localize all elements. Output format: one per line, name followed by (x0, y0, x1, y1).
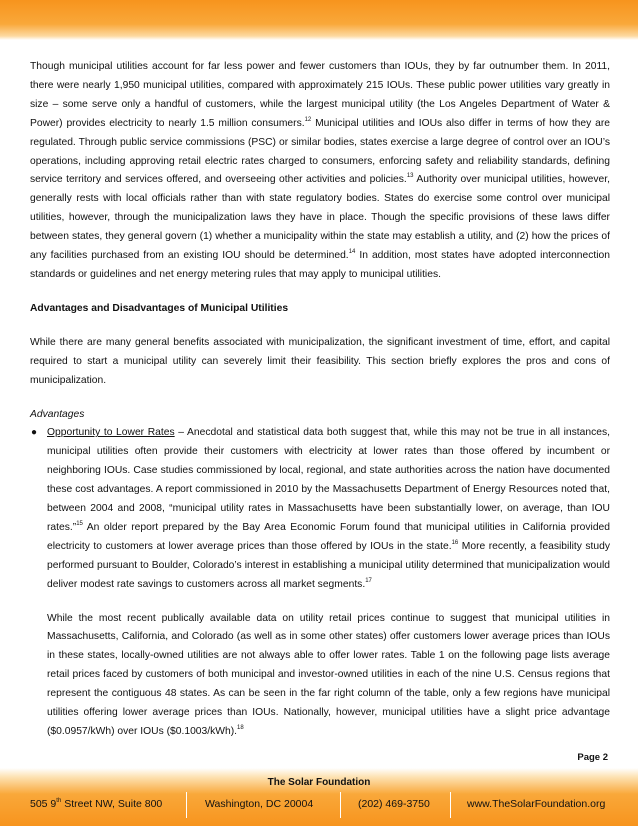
footnote-ref[interactable]: 18 (237, 725, 244, 731)
text-span: – Anecdotal and statistical data both suggest that, while this may not be true in all instances, municipal utilities often provide their customers with electricity at lower rates than those offered by incumbent or neighboring IOUs. Case studies commissioned by local, regional, and state authorities across the nation have documented these cost advantages. A report commissioned in 2010 by the Massachusetts Department of Energy Resources noted that, between 2004 and 2008, “municipal utility rates in Massachusetts have been substantially lower, on average, than IOU rates.” (47, 427, 611, 533)
footnote-ref[interactable]: 12 (304, 116, 312, 123)
footer-phone: (202) 469-3750 (358, 798, 430, 810)
list-item (30, 424, 610, 594)
text-span: More recently, a feasibility study performed pursuant to Boulder, Colorado’s interest in establishing a municipal utility determined that municipalization would deliver modest rate savings to customers across all market segments. (47, 540, 610, 590)
followup-paragraph (47, 610, 610, 742)
footer (0, 768, 638, 826)
footer-website-link[interactable]: www.TheSolarFoundation.org (467, 798, 606, 810)
page-number: Page 2 (577, 752, 608, 763)
footer-divider (340, 792, 341, 818)
text-span: In addition, most states have adopted interconnection standards or guidelines and net energy metering rules that may apply to municipal utilities. (30, 250, 611, 280)
paragraph-municipal-vs-iou (30, 58, 610, 285)
footer-org-name: The Solar Foundation (267, 777, 371, 788)
subheading-advantages: Advantages (30, 408, 85, 420)
footer-address (30, 798, 162, 810)
section-heading: Advantages and Disadvantages of Municipal Utilities (30, 302, 289, 314)
text-span: Street NW, Suite 800 (61, 798, 163, 810)
footer-divider (186, 792, 187, 818)
footnote-ref[interactable]: 17 (365, 577, 372, 584)
footer-city: Washington, DC 20004 (205, 798, 314, 810)
text-span: Municipal utilities and IOUs also differ in terms of how they are regulated. Through public service commissions (PSC) or similar bodies, states exercise a large degree of control over an IOU’s operations, including approving retail electric rates charged to consumers, enforcing safety and reliability standards, defining service territory and services offered, and overseeing other activities and policies. (30, 117, 610, 186)
footer-divider (450, 792, 451, 818)
footnote-ref[interactable]: 15 (76, 520, 83, 527)
intro-paragraph: While there are many general benefits associated with municipalization, the significant investment of time, effort, and capital required to start a municipal utility can severely limit their feasibility. This section briefly explores the pros and cons of municipalization. (30, 336, 610, 386)
footnote-ref[interactable]: 16 (451, 539, 459, 546)
text-span: While the most recent publically available data on utility retail prices continue to suggest that municipal utilities in Massachusetts, California, and Colorado (as well as in some other states) offer customers lower average prices than IOUs in these states, locally-owned utilities are not always able to offer lower rates. Table 1 on the following page lists average retail prices faced by customers of both municipal and investor-owned utilities in each of the nine U.S. Census regions that represent the contiguous 48 states. As can be seen in the far right column of the table, only a few regions have municipal utilities offering lower average prices than IOUs. Nationally, however, municipal utilities have a slight price advantage ($0.0957/kWh) over IOUs ($0.1003/kWh). (47, 612, 610, 737)
document-body (30, 58, 610, 742)
footnote-ref[interactable]: 14 (348, 249, 356, 256)
bullet-paragraph (47, 424, 610, 594)
text-span: Authority over municipal utilities, however, generally rests with local officials rather than with state regulatory bodies. States do exercise some control over municipal utilities, however, through the municipalization laws they have in place. Though the specific provisions of these laws differ between states, they general govern (1) whether a municipality within the state may establish a utility, and (2) how the prices of any facilities purchased from an existing IOU should be determined. (30, 174, 611, 262)
text-span: 505 9 (30, 798, 57, 810)
header-band (0, 0, 638, 40)
bullet-icon: ● (31, 427, 38, 439)
text-span: An older report prepared by the Bay Area Economic Forum found that municipal utilities in California provided electricity to customers at lower average prices than those offered by IOUs in the state. (47, 521, 610, 552)
bullet-title: Opportunity to Lower Rates (47, 427, 175, 439)
ordinal-suffix: th (56, 798, 62, 804)
text-span: Though municipal utilities account for far less power and fewer customers than IOUs, they by far outnumber them. In 2011, there were nearly 1,950 municipal utilities, compared with approximately 215 IOUs. These public power utilities vary greatly in size – some serve only a handful of customers, while the largest municipal utility (the Los Angeles Department of Water & Power) provides electricity to nearly 1.5 million consumers. (30, 61, 610, 129)
footnote-ref[interactable]: 13 (406, 173, 414, 180)
followup-block (30, 610, 610, 742)
